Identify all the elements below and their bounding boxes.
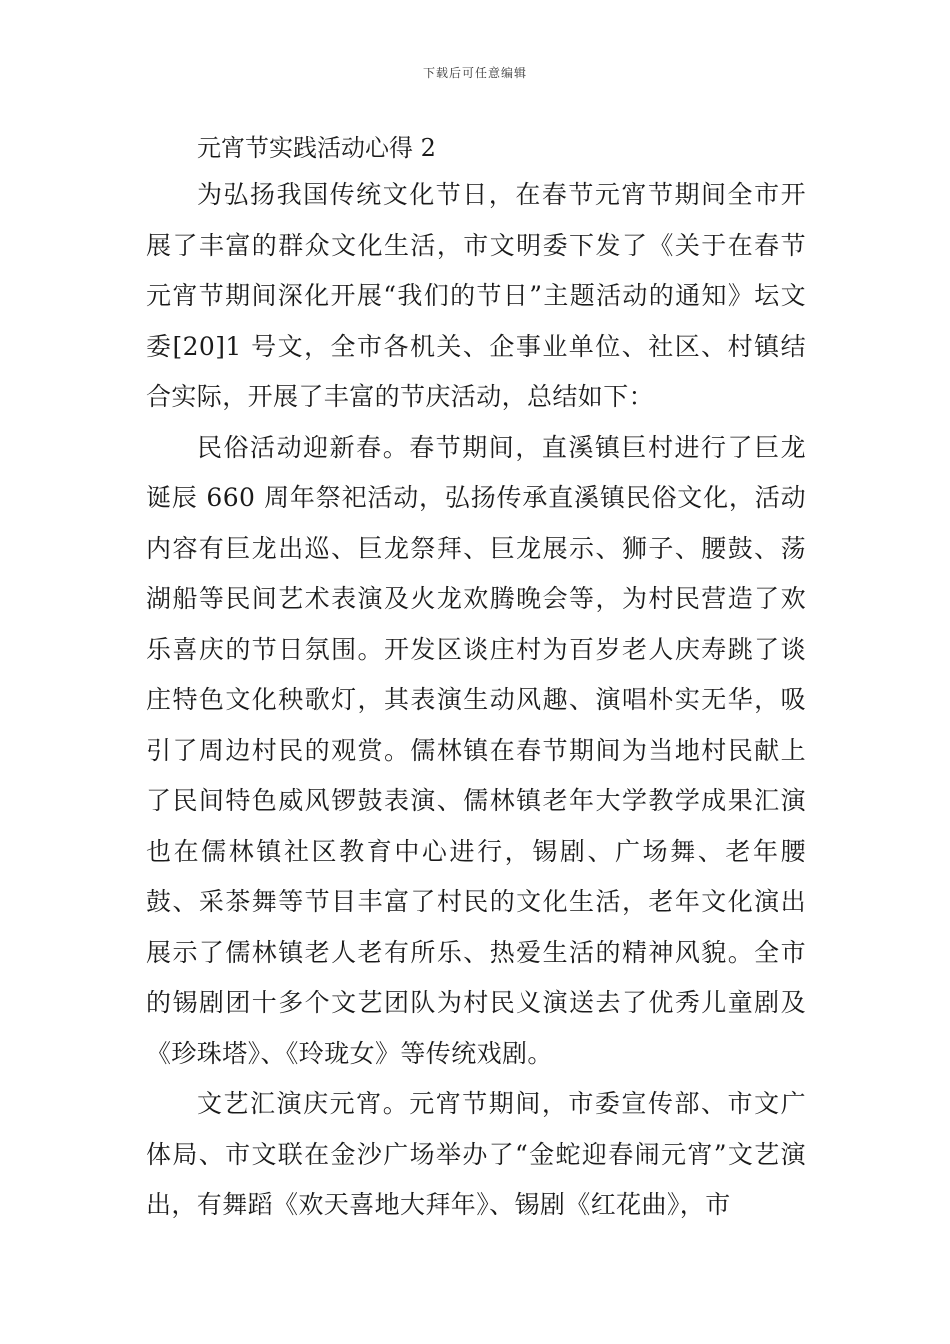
page-header-note: 下载后可任意编辑: [422, 66, 527, 80]
paragraph-intro: 为弘扬我国传统文化节日，在春节元宵节期间全市开展了丰富的群众文化生活，市文明委下发了《关于在春节元宵节期间深化开展“我们的节日”主题活动的通知》坛文委[20]1 号文，全市各机关、企事业单位、社区、村镇结合实际，开展了丰富的节庆活动，总结如下：: [146, 180, 806, 411]
paragraph-folk-activities: 民俗活动迎新春。春节期间，直溪镇巨村进行了巨龙诞辰 660 周年祭祀活动，弘扬传承直溪镇民俗文化，活动内容有巨龙出巡、巨龙祭拜、巨龙展示、狮子、腰鼓、荡湖船等民间艺术表演及火龙欢腾晚会等，为村民营造了欢乐喜庆的节日氛围。开发区谈庄村为百岁老人庆寿跳了谈庄特色文化秧歌灯，其表演生动风趣、演唱朴实无华，吸引了周边村民的观赏。儒林镇在春节期间为当地村民献上了民间特色威风锣鼓表演、儒林镇老年大学教学成果汇演也在儒林镇社区教育中心进行，锡剧、广场舞、老年腰鼓、采茶舞等节目丰富了村民的文化生活，老年文化演出展示了儒林镇老人老有所乐、热爱生活的精神风貌。全市的锡剧团十多个文艺团队为村民义演送去了优秀儿童剧及《珍珠塔》、《玲珑女》等传统戏剧。: [146, 432, 806, 1068]
document-title: 元宵节实践活动心得 2: [197, 134, 436, 162]
document-body: [146, 126, 806, 1231]
paragraph-lantern-festival-performance: 文艺汇演庆元宵。元宵节期间，市委宣传部、市文广体局、市文联在金沙广场举办了“金蛇迎春闹元宵”文艺演出，有舞蹈《欢天喜地大拜年》、锡剧《红花曲》，市: [146, 1089, 806, 1219]
